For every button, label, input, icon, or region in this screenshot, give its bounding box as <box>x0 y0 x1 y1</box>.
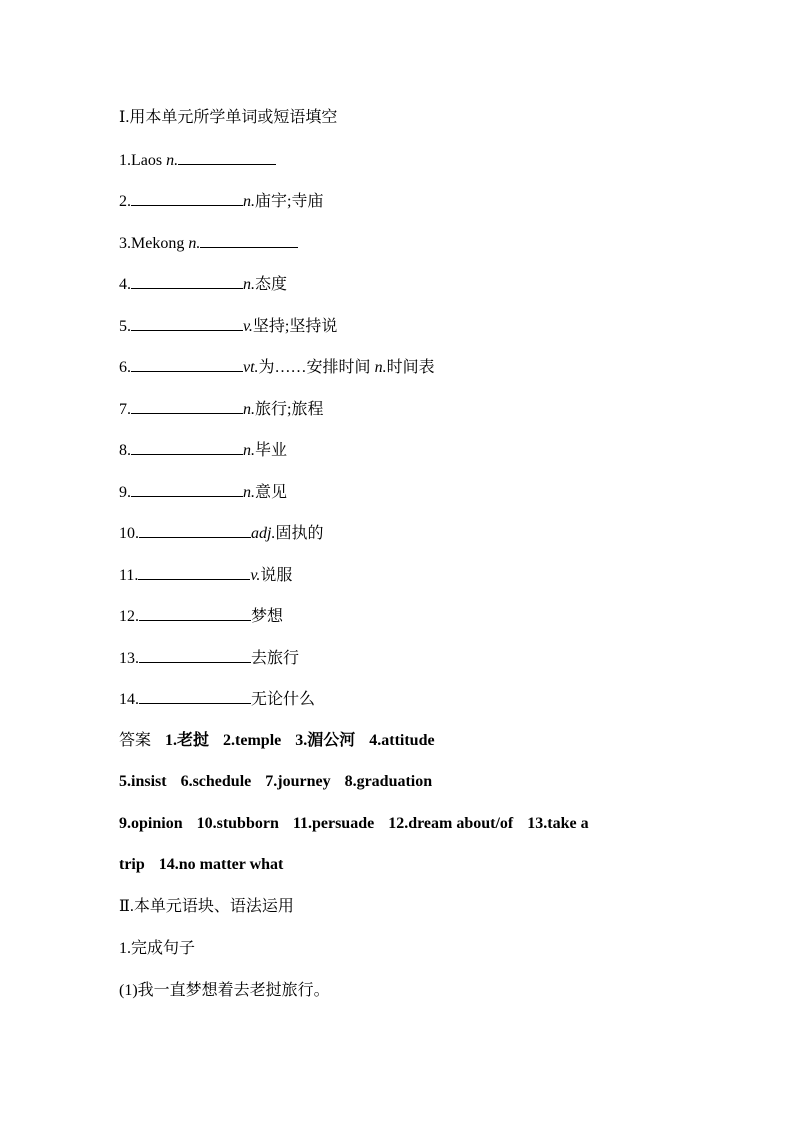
vocab-item-2 <box>119 191 323 211</box>
answers-line-2 <box>119 772 446 792</box>
item-meaning: 为……安排时间 <box>258 359 375 376</box>
item-number: 6. <box>119 359 131 376</box>
answer-item: 10.stubborn <box>196 815 279 832</box>
answers-line-1 <box>119 731 449 751</box>
answer-blank[interactable] <box>139 689 251 704</box>
part-of-speech: vt. <box>243 359 259 376</box>
item-number: 14. <box>119 691 139 708</box>
answer-item: 1.老挝 <box>165 732 210 749</box>
vocab-item-7 <box>119 399 323 419</box>
vocab-item-9 <box>119 482 287 502</box>
part-of-speech: n. <box>243 401 255 418</box>
answer-blank[interactable] <box>131 440 243 455</box>
item-meaning: 坚持;坚持说 <box>252 318 338 335</box>
answer-blank[interactable] <box>139 523 251 538</box>
vocab-item-4 <box>119 274 287 294</box>
part-of-speech: n. <box>188 235 201 252</box>
item-number: 4. <box>119 276 131 293</box>
part-of-speech: n. <box>243 442 255 459</box>
answer-blank[interactable] <box>178 150 276 165</box>
answer-item: 6.schedule <box>180 773 252 790</box>
item-meaning: 去旅行 <box>251 650 300 667</box>
section2-title: Ⅱ.本单元语块、语法运用 <box>119 898 294 915</box>
answer-item: 13.take a <box>527 815 589 832</box>
item-number: 2. <box>119 193 131 210</box>
item-meaning: 意见 <box>255 484 288 501</box>
answer-item: 14.no matter what <box>158 856 284 873</box>
item-meaning: 旅行;旅程 <box>255 401 324 418</box>
answer-blank[interactable] <box>138 565 250 580</box>
item-meaning: 态度 <box>255 276 288 293</box>
vocab-item-13 <box>119 648 299 668</box>
answer-item: 3.湄公河 <box>295 732 356 749</box>
vocab-item-8 <box>119 440 287 460</box>
vocab-item-3 <box>119 233 298 253</box>
vocab-item-10 <box>119 523 323 543</box>
item-number: 1.Laos <box>119 152 167 169</box>
answer-blank[interactable] <box>131 399 243 414</box>
item-meaning: 无论什么 <box>251 691 316 708</box>
item-meaning: 梦想 <box>251 608 284 625</box>
answer-item: 9.opinion <box>119 815 183 832</box>
answer-item: 5.insist <box>119 773 167 790</box>
answer-blank[interactable] <box>139 648 251 663</box>
part-of-speech: adj. <box>251 525 276 542</box>
item-number: 9. <box>119 484 131 501</box>
item-meaning: 说服 <box>260 567 293 584</box>
item-meaning: 毕业 <box>255 442 288 459</box>
answer-blank[interactable] <box>131 191 243 206</box>
answer-blank[interactable] <box>131 357 243 372</box>
item-meaning-2: 时间表 <box>386 359 435 376</box>
vocab-item-14 <box>119 689 315 709</box>
vocab-item-12 <box>119 606 283 626</box>
answer-blank[interactable] <box>139 606 251 621</box>
answers-line-4 <box>119 855 297 875</box>
answer-item: 7.journey <box>265 773 331 790</box>
answer-item: trip <box>119 856 145 873</box>
vocab-item-11 <box>119 565 292 585</box>
vocab-item-6 <box>119 357 435 377</box>
part-of-speech: n. <box>243 193 255 210</box>
answer-blank[interactable] <box>200 233 298 248</box>
part-of-speech: v. <box>250 567 261 584</box>
vocab-item-5 <box>119 316 337 336</box>
section2-subtitle: 1.完成句子 <box>119 940 196 957</box>
item-number: 7. <box>119 401 131 418</box>
part-of-speech: v. <box>243 318 253 335</box>
item-number: 3.Mekong <box>119 235 189 252</box>
item-meaning: 庙宇;寺庙 <box>255 193 324 210</box>
answers-label: 答案 <box>119 732 152 749</box>
answer-blank[interactable] <box>131 316 243 331</box>
vocab-item-1 <box>119 150 276 170</box>
section2-item-1: (1)我一直梦想着去老挝旅行。 <box>119 982 330 999</box>
item-number: 5. <box>119 318 131 335</box>
part-of-speech: n. <box>166 152 179 169</box>
item-number: 10. <box>119 525 139 542</box>
answer-blank[interactable] <box>131 482 243 497</box>
part-of-speech: n. <box>243 276 255 293</box>
answer-item: 2.temple <box>223 732 282 749</box>
item-meaning: 固执的 <box>275 525 324 542</box>
answer-item: 4.attitude <box>369 732 435 749</box>
item-number: 8. <box>119 442 131 459</box>
item-number: 11. <box>119 567 139 584</box>
part-of-speech-2: n. <box>374 359 387 376</box>
answer-item: 12.dream about/of <box>388 815 514 832</box>
answers-line-3 <box>119 814 603 834</box>
item-number: 12. <box>119 608 139 625</box>
section1-title: Ⅰ.用本单元所学单词或短语填空 <box>119 109 338 126</box>
answer-item: 11.persuade <box>292 815 375 832</box>
item-number: 13. <box>119 650 139 667</box>
part-of-speech: n. <box>243 484 255 501</box>
answer-item: 8.graduation <box>344 773 433 790</box>
answer-blank[interactable] <box>131 274 243 289</box>
